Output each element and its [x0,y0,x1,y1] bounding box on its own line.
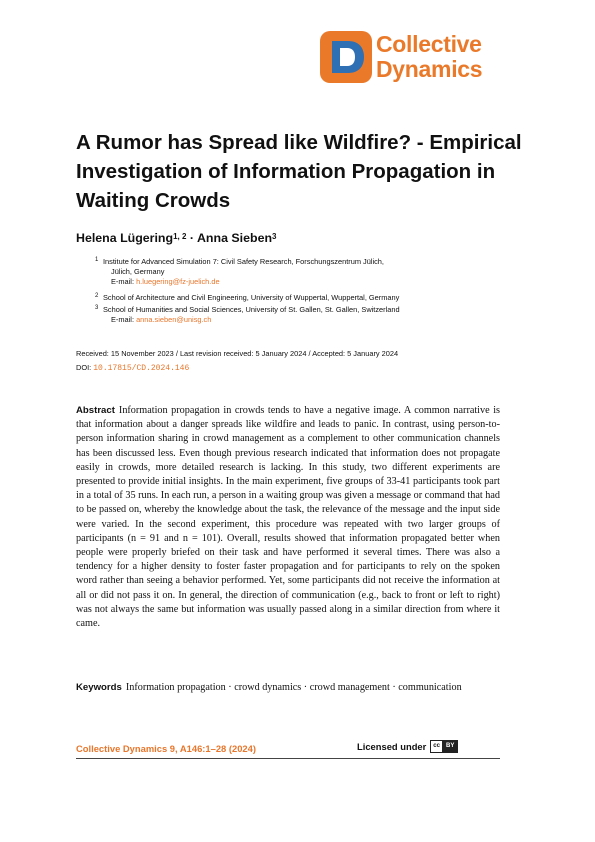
paper-title: A Rumor has Spread like Wildfire? - Empirical Investigation of Information Propagation in Waiting Crowds [76,131,522,212]
email-link[interactable]: h.luegering@fz-juelich.de [136,277,220,286]
doi-label: DOI: [76,363,94,372]
affiliation-text: Institute for Advanced Simulation 7: Civil Safety Research, Forschungszentrum Jülich, [103,257,384,266]
keywords-text: Information propagation · crowd dynamics · crowd management · communication [125,682,462,693]
abstract [76,404,500,631]
affiliation-number: 2 [95,293,99,299]
keywords-label: Keywords [76,682,122,693]
affiliation-1 [95,257,483,287]
abstract-label: Abstract [76,405,115,416]
by-mark: BY [443,741,457,752]
author-2-affil: 3 [272,232,277,241]
journal-logo [318,29,508,85]
author-line [76,231,276,245]
affiliation-number: 3 [95,305,99,311]
keywords [76,681,500,695]
affiliation-email-row [103,315,483,325]
affiliation-text: School of Humanities and Social Sciences, University of St. Gallen, St. Gallen, Switzerland [103,305,400,314]
journal-citation[interactable]: Collective Dynamics 9, A146:1–28 (2024) [76,743,256,754]
cc-mark: cc [431,741,443,752]
email-label: E-mail: [111,277,137,286]
affiliation-number: 1 [95,257,99,263]
email-label: E-mail: [111,315,137,324]
affiliation-2 [95,293,483,303]
affiliation-email-row [103,277,483,287]
author-separator: · [186,231,197,245]
logo-mark-icon [318,29,374,85]
logo-line2: Dynamics [376,56,483,82]
doi-link[interactable]: 10.17815/CD.2024.146 [93,364,190,373]
email-link[interactable]: anna.sieben@unisg.ch [136,315,212,324]
author-1-affil: 1, 2 [173,232,187,241]
logo-line1: Collective [376,31,482,57]
abstract-text: Information propagation in crowds tends to have a negative image. A common narrative is that information about a danger spreads like wildfire and leads to panic. In contrast, using person-to-person information sharing in crowd management as a complement to other communication channels has been discussed less. Even though previous research indicated that information does not propagate easily in crowds, more detailed research is lacking. In this study, two different experiments are presented to provide initial insights. In the main experiment, five groups of 33-41 participants took part in a total of 35 runs. In each run, a person in a waiting group was given a message or command that had to be passed on, whereby the knowledge about the task, the relevance of the message and the input side were varied. In the second experiment, this procedure was repeated with two larger groups of participants (n = 91 and n = 101). Overall, results showed that information propagated better when people were properly briefed on their task and have performed it several times. There was also a tendency for a higher density to foster faster propagation and for participants to rely on the spoken word rather than seeing a behavior performed. Yet, some participants did not receive the information at all or did not pass it on. In general, the direction of communication (e.g., back to front or left to right) was not always the same but information was usually passed along in a similar direction from where it came. [76,405,500,630]
affiliation-text: School of Architecture and Civil Engineering, University of Wuppertal, Wuppertal, Germany [103,293,400,302]
author-2: Anna Sieben [196,231,273,245]
cc-by-badge-icon[interactable] [430,740,458,753]
license [357,740,458,753]
affiliation-text: Jülich, Germany [111,267,165,276]
author-1: Helena Lügering [76,231,174,245]
footer-rule [76,758,500,759]
license-text: Licensed under [357,741,427,752]
dates-line: Received: 15 November 2023 / Last revision received: 5 January 2024 / Accepted: 5 January 2024 [76,349,399,358]
doi-line [76,362,189,374]
affiliation-3 [95,305,483,325]
